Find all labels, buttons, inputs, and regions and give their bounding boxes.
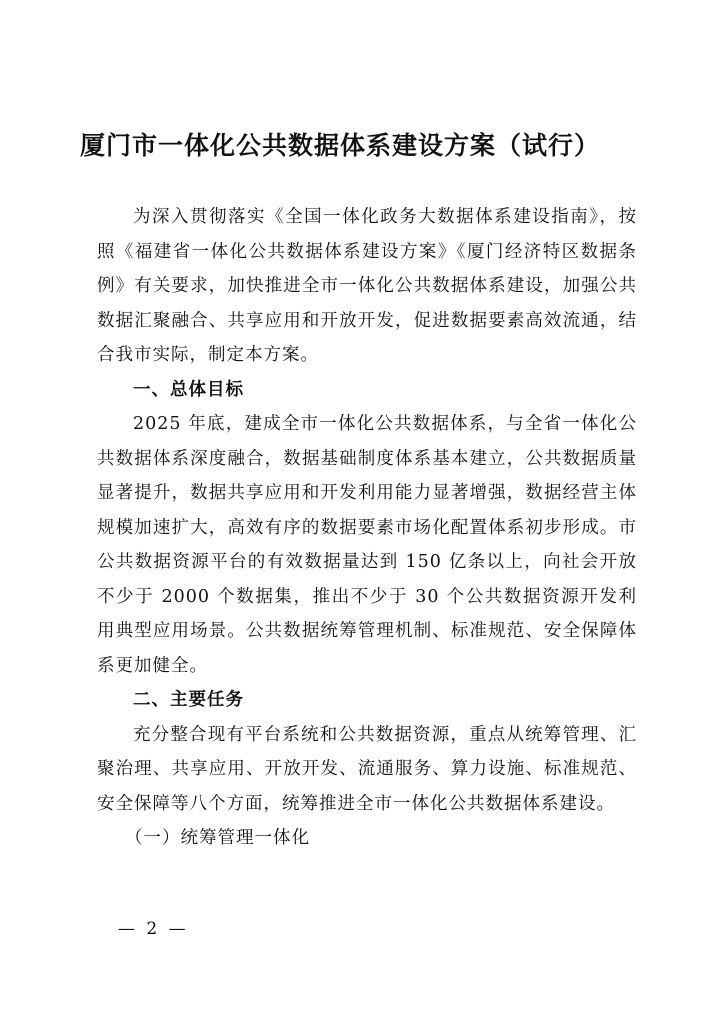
section-heading-goals: 一、总体目标 (133, 379, 244, 400)
subsection-heading-1: （一）统筹管理一体化 (125, 828, 310, 848)
intro-paragraph: 为深入贯彻落实《全国一体化政务大数据体系建设指南》，按照《福建省一体化公共数据体系建设方案》《厦门经济特区数据条例》有关要求，加快推进全市一体化公共数据体系建设，加强公共数据汇聚融合、共享应用和开放开发，促进数据要素高效流通，结合我市实际，制定本方案。 (97, 207, 637, 365)
tasks-paragraph: 充分整合现有平台系统和公共数据资源，重点从统筹管理、汇聚治理、共享应用、开放开发、流通服务、算力设施、标准规范、安全保障等八个方面，统筹推进全市一体化公共数据体系建设。 (97, 724, 637, 814)
document-body (97, 200, 637, 856)
goals-paragraph: 2025 年底，建成全市一体化公共数据体系，与全省一体化公共数据体系深度融合，数据基础制度体系基本建立，公共数据质量显著提升，数据共享应用和开发利用能力显著增强，数据经营主体规模加速扩大，高效有序的数据要素市场化配置体系初步形成。市公共数据资源平台的有效数据量达到 150 亿条以上，向社会开放不少于 2000 个数据集，推出不少于 30 个公共数据资源开发利用典型应用场景。公共数据统筹管理机制、标准规范、安全保障体系更加健全。 (97, 414, 637, 676)
page-number: — 2 — (118, 919, 189, 939)
section-heading-tasks: 二、主要任务 (133, 690, 244, 710)
document-title: 厦门市一体化公共数据体系建设方案（试行） (80, 131, 601, 160)
